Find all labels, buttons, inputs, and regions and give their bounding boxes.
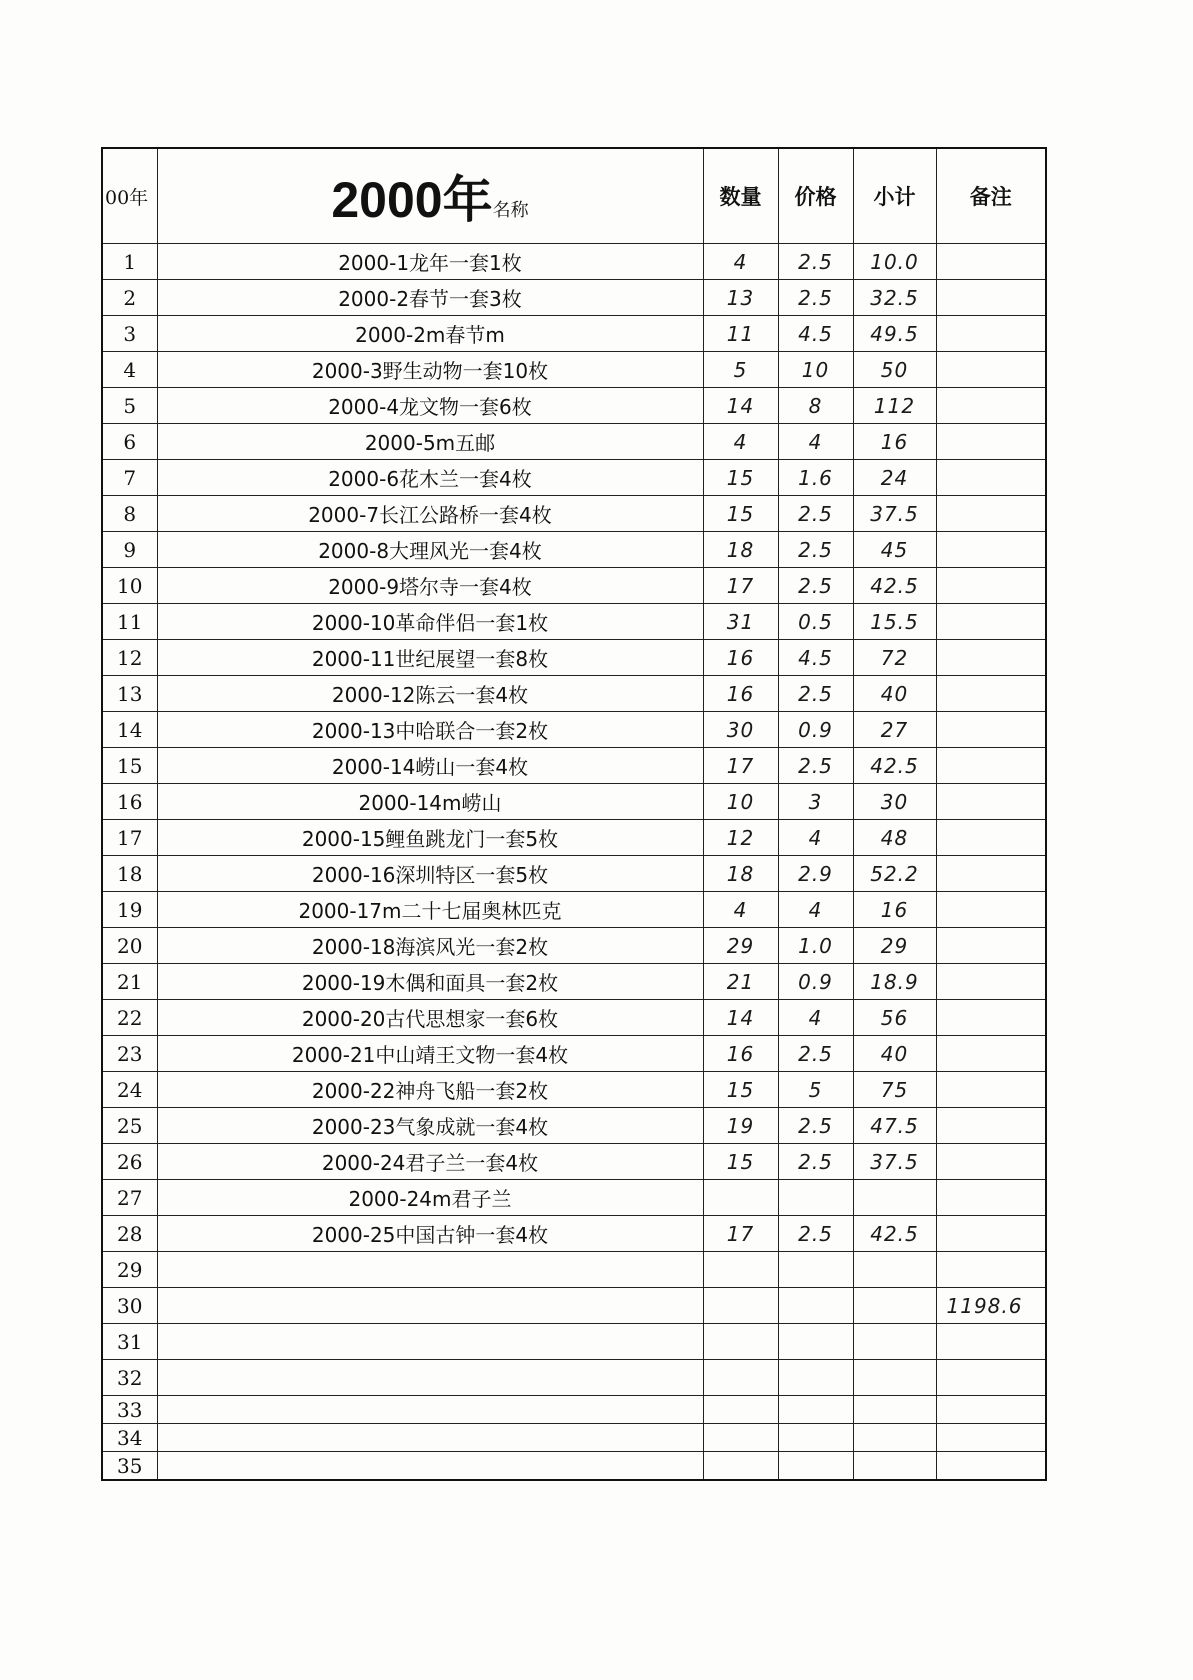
remark-value <box>936 1252 1046 1288</box>
subtotal-value: 56 <box>853 1000 936 1036</box>
table-row <box>102 460 1046 496</box>
remark-value <box>936 532 1046 568</box>
price-value: 2.5 <box>778 532 853 568</box>
quantity-value: 18 <box>703 532 778 568</box>
remark-value <box>936 1396 1046 1424</box>
subtotal-value: 45 <box>853 532 936 568</box>
price-value <box>778 1360 853 1396</box>
table-row <box>102 1108 1046 1144</box>
price-value: 2.5 <box>778 1144 853 1180</box>
stamp-name: 2000-14崂山一套4枚 <box>157 748 703 784</box>
price-value: 2.5 <box>778 280 853 316</box>
quantity-value: 11 <box>703 316 778 352</box>
stamp-name <box>157 1360 703 1396</box>
subtotal-value: 30 <box>853 784 936 820</box>
subtotal-value: 47.5 <box>853 1108 936 1144</box>
row-number: 21 <box>102 964 157 1000</box>
quantity-value: 17 <box>703 1216 778 1252</box>
subtotal-value: 40 <box>853 676 936 712</box>
row-number: 1 <box>102 244 157 280</box>
subtotal-value: 75 <box>853 1072 936 1108</box>
price-value: 2.5 <box>778 748 853 784</box>
remark-value <box>936 640 1046 676</box>
remark-value <box>936 316 1046 352</box>
remark-value <box>936 1036 1046 1072</box>
subtotal-value <box>853 1452 936 1481</box>
quantity-value: 31 <box>703 604 778 640</box>
table-row <box>102 784 1046 820</box>
stamp-name: 2000-10革命伴侣一套1枚 <box>157 604 703 640</box>
price-value <box>778 1452 853 1481</box>
row-number: 10 <box>102 568 157 604</box>
name-column-header <box>157 148 703 244</box>
remark-value <box>936 352 1046 388</box>
row-number: 17 <box>102 820 157 856</box>
quantity-value: 17 <box>703 748 778 784</box>
row-number: 7 <box>102 460 157 496</box>
row-number: 26 <box>102 1144 157 1180</box>
remark-value <box>936 1108 1046 1144</box>
row-number: 16 <box>102 784 157 820</box>
row-number: 14 <box>102 712 157 748</box>
remark-column-header: 备注 <box>936 148 1046 244</box>
price-column-header: 价格 <box>778 148 853 244</box>
stamp-name: 2000-15鲤鱼跳龙门一套5枚 <box>157 820 703 856</box>
remark-value: 1198.6 <box>936 1288 1046 1324</box>
price-value: 2.5 <box>778 496 853 532</box>
price-value: 2.5 <box>778 676 853 712</box>
subtotal-value: 16 <box>853 892 936 928</box>
table-row <box>102 568 1046 604</box>
quantity-value <box>703 1424 778 1452</box>
subtotal-column-header: 小计 <box>853 148 936 244</box>
stamp-name <box>157 1252 703 1288</box>
quantity-value: 16 <box>703 676 778 712</box>
stamp-name: 2000-8大理风光一套4枚 <box>157 532 703 568</box>
remark-value <box>936 388 1046 424</box>
quantity-value: 14 <box>703 388 778 424</box>
quantity-value: 18 <box>703 856 778 892</box>
table-row <box>102 424 1046 460</box>
table-row <box>102 1000 1046 1036</box>
remark-value <box>936 928 1046 964</box>
quantity-value: 13 <box>703 280 778 316</box>
subtotal-value <box>853 1324 936 1360</box>
row-number: 6 <box>102 424 157 460</box>
quantity-value <box>703 1452 778 1481</box>
subtotal-value <box>853 1360 936 1396</box>
table-row <box>102 820 1046 856</box>
price-value: 2.5 <box>778 244 853 280</box>
stamp-name: 2000-12陈云一套4枚 <box>157 676 703 712</box>
quantity-value <box>703 1180 778 1216</box>
stamp-name: 2000-22神舟飞船一套2枚 <box>157 1072 703 1108</box>
subtotal-value: 32.5 <box>853 280 936 316</box>
subtotal-value: 112 <box>853 388 936 424</box>
price-value: 4.5 <box>778 640 853 676</box>
stamp-name: 2000-20古代思想家一套6枚 <box>157 1000 703 1036</box>
subtotal-value: 48 <box>853 820 936 856</box>
quantity-value: 15 <box>703 496 778 532</box>
price-value: 2.9 <box>778 856 853 892</box>
table-row <box>102 1252 1046 1288</box>
stamp-name: 2000-2春节一套3枚 <box>157 280 703 316</box>
remark-value <box>936 964 1046 1000</box>
price-value: 1.0 <box>778 928 853 964</box>
quantity-value: 4 <box>703 244 778 280</box>
price-value: 10 <box>778 352 853 388</box>
stamp-name: 2000-7长江公路桥一套4枚 <box>157 496 703 532</box>
subtotal-value: 37.5 <box>853 496 936 532</box>
quantity-value: 12 <box>703 820 778 856</box>
row-number: 29 <box>102 1252 157 1288</box>
subtotal-value: 37.5 <box>853 1144 936 1180</box>
stamp-name: 2000-21中山靖王文物一套4枚 <box>157 1036 703 1072</box>
stamp-name: 2000-1龙年一套1枚 <box>157 244 703 280</box>
remark-value <box>936 1072 1046 1108</box>
quantity-value <box>703 1288 778 1324</box>
remark-value <box>936 1424 1046 1452</box>
stamp-name: 2000-16深圳特区一套5枚 <box>157 856 703 892</box>
stamp-name: 2000-6花木兰一套4枚 <box>157 460 703 496</box>
remark-value <box>936 748 1046 784</box>
price-value: 0.9 <box>778 712 853 748</box>
row-number: 9 <box>102 532 157 568</box>
table-row <box>102 964 1046 1000</box>
row-number: 12 <box>102 640 157 676</box>
stamp-name: 2000-2m春节m <box>157 316 703 352</box>
subtotal-value: 72 <box>853 640 936 676</box>
quantity-value: 4 <box>703 892 778 928</box>
stamp-name: 2000-17m二十七届奥林匹克 <box>157 892 703 928</box>
price-value <box>778 1288 853 1324</box>
price-value: 0.9 <box>778 964 853 1000</box>
subtotal-value: 24 <box>853 460 936 496</box>
remark-value <box>936 856 1046 892</box>
table-row <box>102 748 1046 784</box>
subtotal-value: 42.5 <box>853 1216 936 1252</box>
subtotal-value <box>853 1288 936 1324</box>
remark-value <box>936 676 1046 712</box>
row-number: 13 <box>102 676 157 712</box>
subtotal-value <box>853 1180 936 1216</box>
price-value: 4 <box>778 1000 853 1036</box>
quantity-value: 4 <box>703 424 778 460</box>
row-number: 8 <box>102 496 157 532</box>
remark-value <box>936 1000 1046 1036</box>
table-row <box>102 388 1046 424</box>
remark-value <box>936 892 1046 928</box>
remark-value <box>936 712 1046 748</box>
stamp-name: 2000-3野生动物一套10枚 <box>157 352 703 388</box>
table-row <box>102 1424 1046 1452</box>
table-row <box>102 640 1046 676</box>
row-number: 34 <box>102 1424 157 1452</box>
stamp-name: 2000-24m君子兰 <box>157 1180 703 1216</box>
stamp-name <box>157 1452 703 1481</box>
quantity-value: 29 <box>703 928 778 964</box>
quantity-value: 16 <box>703 640 778 676</box>
row-number: 20 <box>102 928 157 964</box>
remark-value <box>936 1360 1046 1396</box>
quantity-value: 15 <box>703 1072 778 1108</box>
quantity-value <box>703 1360 778 1396</box>
table-row <box>102 1072 1046 1108</box>
price-value: 5 <box>778 1072 853 1108</box>
row-number: 11 <box>102 604 157 640</box>
price-value: 2.5 <box>778 1216 853 1252</box>
stamp-name: 2000-23气象成就一套4枚 <box>157 1108 703 1144</box>
quantity-value: 5 <box>703 352 778 388</box>
quantity-value: 30 <box>703 712 778 748</box>
quantity-value: 15 <box>703 460 778 496</box>
stamp-name <box>157 1324 703 1360</box>
table-row <box>102 1396 1046 1424</box>
table-row <box>102 712 1046 748</box>
stamp-name: 2000-18海滨风光一套2枚 <box>157 928 703 964</box>
remark-value <box>936 496 1046 532</box>
row-number: 15 <box>102 748 157 784</box>
table-row <box>102 892 1046 928</box>
table-row <box>102 316 1046 352</box>
subtotal-value <box>853 1396 936 1424</box>
header-name-label: 名称 <box>492 200 529 221</box>
row-number: 30 <box>102 1288 157 1324</box>
subtotal-value: 18.9 <box>853 964 936 1000</box>
stamp-name: 2000-5m五邮 <box>157 424 703 460</box>
remark-value <box>936 1216 1046 1252</box>
stamp-name: 2000-24君子兰一套4枚 <box>157 1144 703 1180</box>
subtotal-value <box>853 1252 936 1288</box>
stamp-name: 2000-25中国古钟一套4枚 <box>157 1216 703 1252</box>
table-row <box>102 1144 1046 1180</box>
remark-value <box>936 568 1046 604</box>
row-number: 24 <box>102 1072 157 1108</box>
price-value <box>778 1396 853 1424</box>
stamp-name: 2000-4龙文物一套6枚 <box>157 388 703 424</box>
stamp-ledger-table <box>101 147 1047 1481</box>
stamp-name: 2000-19木偶和面具一套2枚 <box>157 964 703 1000</box>
header-year-title: 2000年 <box>331 172 493 228</box>
table-row <box>102 1180 1046 1216</box>
stamp-name <box>157 1396 703 1424</box>
subtotal-value <box>853 1424 936 1452</box>
price-value <box>778 1324 853 1360</box>
table-row <box>102 280 1046 316</box>
price-value: 4 <box>778 892 853 928</box>
table-row <box>102 1216 1046 1252</box>
row-number: 2 <box>102 280 157 316</box>
table-row <box>102 532 1046 568</box>
quantity-value: 19 <box>703 1108 778 1144</box>
quantity-value <box>703 1396 778 1424</box>
row-number: 4 <box>102 352 157 388</box>
subtotal-value: 52.2 <box>853 856 936 892</box>
price-value <box>778 1180 853 1216</box>
table-row <box>102 604 1046 640</box>
row-number: 5 <box>102 388 157 424</box>
subtotal-value: 10.0 <box>853 244 936 280</box>
stamp-name <box>157 1288 703 1324</box>
remark-value <box>936 424 1046 460</box>
quantity-value: 21 <box>703 964 778 1000</box>
subtotal-value: 50 <box>853 352 936 388</box>
stamp-name: 2000-14m崂山 <box>157 784 703 820</box>
remark-value <box>936 1144 1046 1180</box>
subtotal-value: 42.5 <box>853 568 936 604</box>
quantity-value: 17 <box>703 568 778 604</box>
header-row <box>102 148 1046 244</box>
remark-value <box>936 244 1046 280</box>
subtotal-value: 40 <box>853 1036 936 1072</box>
ledger-body <box>102 244 1046 1481</box>
remark-value <box>936 1452 1046 1481</box>
remark-value <box>936 460 1046 496</box>
row-number: 22 <box>102 1000 157 1036</box>
row-number: 19 <box>102 892 157 928</box>
table-row <box>102 1036 1046 1072</box>
remark-value <box>936 280 1046 316</box>
price-value: 8 <box>778 388 853 424</box>
price-value: 4 <box>778 820 853 856</box>
stamp-name: 2000-13中哈联合一套2枚 <box>157 712 703 748</box>
quantity-value: 10 <box>703 784 778 820</box>
price-value <box>778 1252 853 1288</box>
row-number: 35 <box>102 1452 157 1481</box>
price-value <box>778 1424 853 1452</box>
subtotal-value: 15.5 <box>853 604 936 640</box>
stamp-name: 2000-9塔尔寺一套4枚 <box>157 568 703 604</box>
price-value: 3 <box>778 784 853 820</box>
stamp-name <box>157 1424 703 1452</box>
table-row <box>102 244 1046 280</box>
table-row <box>102 928 1046 964</box>
table-row <box>102 676 1046 712</box>
row-number: 28 <box>102 1216 157 1252</box>
table-row <box>102 856 1046 892</box>
table-row <box>102 1324 1046 1360</box>
quantity-value <box>703 1324 778 1360</box>
quantity-value: 14 <box>703 1000 778 1036</box>
row-number: 33 <box>102 1396 157 1424</box>
row-number: 27 <box>102 1180 157 1216</box>
remark-value <box>936 784 1046 820</box>
row-number: 32 <box>102 1360 157 1396</box>
subtotal-value: 27 <box>853 712 936 748</box>
price-value: 2.5 <box>778 568 853 604</box>
price-value: 4 <box>778 424 853 460</box>
row-number: 25 <box>102 1108 157 1144</box>
remark-value <box>936 1324 1046 1360</box>
year-column-header: 00年 <box>102 148 157 244</box>
remark-value <box>936 820 1046 856</box>
quantity-column-header: 数量 <box>703 148 778 244</box>
quantity-value <box>703 1252 778 1288</box>
price-value: 4.5 <box>778 316 853 352</box>
table-row <box>102 1360 1046 1396</box>
remark-value <box>936 1180 1046 1216</box>
price-value: 2.5 <box>778 1036 853 1072</box>
subtotal-value: 49.5 <box>853 316 936 352</box>
subtotal-value: 29 <box>853 928 936 964</box>
row-number: 18 <box>102 856 157 892</box>
row-number: 3 <box>102 316 157 352</box>
table-row <box>102 1452 1046 1481</box>
subtotal-value: 42.5 <box>853 748 936 784</box>
subtotal-value: 16 <box>853 424 936 460</box>
price-value: 0.5 <box>778 604 853 640</box>
price-value: 1.6 <box>778 460 853 496</box>
stamp-name: 2000-11世纪展望一套8枚 <box>157 640 703 676</box>
row-number: 31 <box>102 1324 157 1360</box>
table-row <box>102 352 1046 388</box>
quantity-value: 16 <box>703 1036 778 1072</box>
price-value: 2.5 <box>778 1108 853 1144</box>
table-row <box>102 496 1046 532</box>
remark-value <box>936 604 1046 640</box>
quantity-value: 15 <box>703 1144 778 1180</box>
table-row <box>102 1288 1046 1324</box>
row-number: 23 <box>102 1036 157 1072</box>
